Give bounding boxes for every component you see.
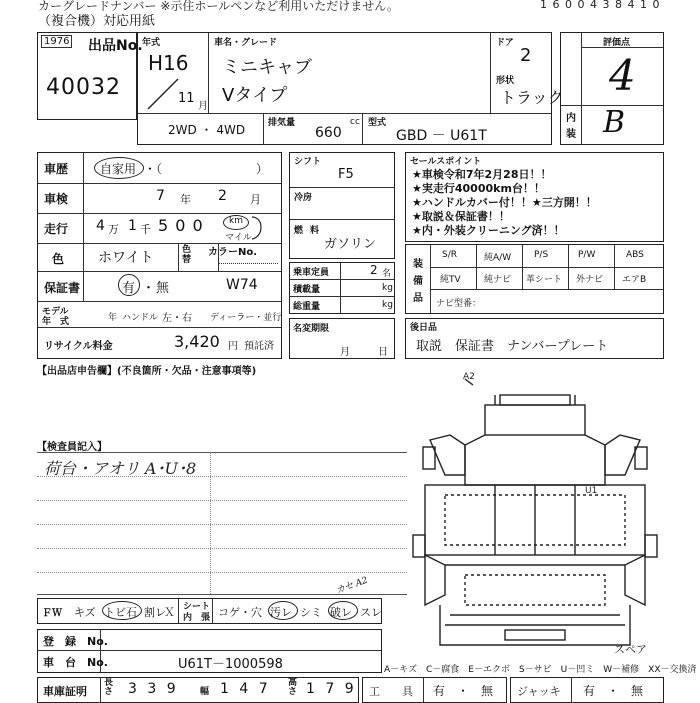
capacity-label-2: 総重量 xyxy=(293,302,321,312)
door-value: 2 xyxy=(520,45,532,66)
handle-value: 左・右 xyxy=(162,313,192,324)
interior-value: B xyxy=(603,105,626,140)
inspection-year: 7 xyxy=(156,188,165,204)
registration-box xyxy=(37,629,382,673)
color-code-label: カラーNo. xyxy=(208,247,258,258)
year-month: 11 xyxy=(178,91,195,106)
damage-legend: A－キズ C－腐食 E－エクボ S－サビ U－凹ミ W－補修 XX－交換済 xyxy=(384,665,697,675)
capacity-unit-1: kg xyxy=(382,283,393,293)
sales-point-0: ★車検令和7年2月28日！！ xyxy=(412,168,552,181)
history-paren-open: ・（ xyxy=(144,162,163,176)
width-value: 1 4 7 xyxy=(220,681,271,697)
color-change-label: 色替 xyxy=(182,245,192,265)
jack-value: 有 ・ 無 xyxy=(583,684,644,698)
inspection-year-unit: 年 xyxy=(180,193,191,206)
sales-point-4: ★内・外装クリーニング済！！ xyxy=(412,224,565,237)
lot-small-no: 1976 xyxy=(41,35,72,48)
diagram-top-mark: A2 xyxy=(463,372,475,382)
score-label: 評価点 xyxy=(603,38,631,48)
diagram-side-mark: U1 xyxy=(585,486,598,496)
cooling-label: 冷房 xyxy=(294,193,313,203)
damage-sheet2: 内 張 xyxy=(183,613,211,623)
mileage-label: 走行 xyxy=(44,222,69,236)
tools-value: 有 ・ 無 xyxy=(433,684,494,698)
year-month-unit: 月 xyxy=(198,101,208,112)
fuel-value: ガソリン xyxy=(324,237,377,252)
mileage-km: km xyxy=(229,216,243,226)
damage-koge: コゲ・穴 xyxy=(218,606,262,619)
length-value: 3 3 9 xyxy=(128,681,179,697)
height-label: 高さ xyxy=(288,678,298,697)
sales-box xyxy=(405,152,664,242)
damage-tobi: トビ石 xyxy=(104,606,137,619)
model-year-label-1: モデル xyxy=(42,307,69,317)
sales-point-3: ★取説＆保証書！！ xyxy=(412,210,510,223)
header-compat: （複合機）対応用紙 xyxy=(38,14,156,29)
equipment-r1-0: S/R xyxy=(442,250,457,260)
equipment-r1-3: P/W xyxy=(578,250,596,260)
damage-sheet: シート xyxy=(183,602,211,612)
warranty-none: 無 xyxy=(156,281,170,296)
displacement-label: 排気量 xyxy=(268,118,296,128)
later-items-value: 取説 保証書 ナンバープレート xyxy=(416,339,609,354)
deadline-label: 名変期限 xyxy=(293,324,330,334)
color-code: W74 xyxy=(226,277,258,293)
fuel-label-1: 燃 xyxy=(294,226,304,236)
shift-box xyxy=(289,152,395,259)
car-name-label: 車名・グレード xyxy=(214,38,278,48)
sales-point-1: ★実走行40000km台！！ xyxy=(412,182,545,195)
capacity-label-1: 積載量 xyxy=(293,285,321,295)
inspection-label: 車検 xyxy=(44,192,69,206)
vehicle-diagram xyxy=(405,365,665,655)
color-label: 色 xyxy=(52,252,65,266)
seller-notes-title: 【出品店申告欄】(不良箇所・欠品・注意事項等) xyxy=(37,366,257,377)
mileage-mile: マイル xyxy=(225,233,252,243)
equipment-navi-label: ナビ型番： xyxy=(436,299,482,309)
color-value: ホワイト xyxy=(98,250,154,266)
chassis-value: U61T－1000598 xyxy=(178,657,283,672)
score-value: 4 xyxy=(609,51,636,100)
equipment-r2-0: 純TV xyxy=(440,275,461,285)
warranty-sep: ・ xyxy=(142,281,156,296)
drive-type: 2WD ・ 4WD xyxy=(168,123,246,137)
equipment-r1-1: 純A/W xyxy=(484,253,512,263)
tools-label: 工 具 xyxy=(369,685,413,698)
recycle-label: リサイクル料金 xyxy=(44,341,113,352)
door-label: ドア xyxy=(496,38,514,48)
capacity-label-0: 乗車定員 xyxy=(293,268,330,278)
length-label: 長さ xyxy=(104,678,114,697)
dimensions-box xyxy=(37,677,359,703)
mileage-sen-unit: 千 xyxy=(140,223,151,236)
lot-box xyxy=(37,32,143,120)
year-label: 年式 xyxy=(142,38,161,48)
shape-label: 形状 xyxy=(496,76,515,86)
equipment-label-1: 装 xyxy=(413,259,423,270)
damage-sure: スレ xyxy=(360,606,382,619)
width-label: 幅 xyxy=(200,687,210,697)
later-items-box xyxy=(405,318,664,359)
sales-title: セールスポイント xyxy=(410,157,482,167)
inspection-month-unit: 月 xyxy=(250,193,261,206)
later-items-title: 後日品 xyxy=(410,323,438,333)
equipment-r2-4: エアB xyxy=(622,275,647,285)
car-grade: Vタイプ xyxy=(222,85,288,106)
header-instruction: カーグレードナンバー ※示住ホールペンなど利用いただけません。 xyxy=(38,0,399,13)
capacity-unit-2: kg xyxy=(382,300,393,310)
registration-label: 登 録 No. xyxy=(43,635,108,648)
equipment-r2-2: 革シート xyxy=(526,275,563,285)
equipment-label-3: 品 xyxy=(413,293,423,304)
recycle-status: 預託済 xyxy=(244,341,274,352)
displacement-unit: cc xyxy=(350,117,360,127)
shift-value: F5 xyxy=(338,167,354,182)
warranty-label: 保証書 xyxy=(44,281,81,295)
header-code: 1 6 0 0 4 3 8 4 1 0 xyxy=(540,0,661,11)
jack-box xyxy=(510,677,664,703)
inspection-month: 2 xyxy=(218,188,227,204)
capacity-value-0: 2 xyxy=(370,263,378,277)
mileage-bracket xyxy=(248,213,278,243)
dimensions-label: 車庫証明 xyxy=(43,685,87,698)
mileage-man-unit: 万 xyxy=(108,223,119,236)
year-value: H16 xyxy=(148,51,189,75)
chassis-label: 車 台 No. xyxy=(43,656,108,669)
inspector-title: 【検査員記入】 xyxy=(37,442,107,453)
displacement-value: 660 xyxy=(315,125,342,141)
damage-shimi: シミ xyxy=(300,606,322,619)
fuel-label-2: 料 xyxy=(310,226,320,236)
equipment-box xyxy=(405,244,664,314)
damage-x: Ｘ xyxy=(164,606,175,619)
mileage-rest: 5 0 0 xyxy=(158,216,204,235)
spec-table xyxy=(37,152,282,359)
equipment-r1-2: P/S xyxy=(534,250,549,260)
warranty-value: 有 xyxy=(122,281,136,296)
lot-number: 40032 xyxy=(46,75,121,100)
recycle-unit: 円 xyxy=(228,341,238,352)
damage-kizu: キズ xyxy=(74,606,96,619)
deadline-month: 月 xyxy=(340,347,350,358)
roof-mark: カセ A2 xyxy=(334,575,370,597)
damage-yabure: 破レ xyxy=(330,606,352,619)
shift-label: シフト xyxy=(294,157,322,167)
equipment-r1-4: ABS xyxy=(626,250,644,260)
model-year-label-2: 年 式 xyxy=(42,317,70,327)
dealer-value: ディーラー・並行 xyxy=(210,313,282,323)
equipment-label-2: 備 xyxy=(413,276,423,287)
deadline-box xyxy=(289,318,395,359)
spare-label: スペア xyxy=(614,643,647,656)
damage-yogore: 汚レ xyxy=(270,606,292,619)
shape-value: トラック xyxy=(500,88,564,107)
car-name: ミニキャブ xyxy=(222,57,312,78)
vehicle-box xyxy=(137,32,564,145)
jack-label: ジャッキ xyxy=(517,685,561,698)
grade-box xyxy=(560,32,664,145)
sales-point-2: ★ハンドルカバー付！！★三方開！！ xyxy=(412,196,597,209)
model-value: GBD － U61T xyxy=(396,128,487,144)
recycle-amount: 3,420 xyxy=(174,332,220,351)
height-value: 1 7 9 xyxy=(306,681,357,697)
equipment-r2-1: 純ナビ xyxy=(484,275,512,285)
mileage-man: 4 xyxy=(96,218,105,234)
history-label: 車歴 xyxy=(44,162,69,176)
model-year-unit: 年 xyxy=(108,313,118,323)
tools-box xyxy=(362,677,507,703)
interior-label-2: 装 xyxy=(566,129,576,140)
handle-label: ハンドル xyxy=(122,313,159,323)
damage-fw: ＦＷ xyxy=(42,608,62,619)
inspector-note: 荷台・アオリ A･U･8 xyxy=(44,459,197,478)
history-paren-close: ） xyxy=(256,162,269,176)
interior-label-1: 内 xyxy=(566,113,576,124)
damage-row xyxy=(37,598,382,624)
history-value: 自家用 xyxy=(100,162,137,176)
deadline-day: 日 xyxy=(378,347,388,358)
model-label: 型式 xyxy=(368,118,387,128)
equipment-r2-3: 外ナビ xyxy=(576,275,604,285)
damage-ware: 割レ xyxy=(144,606,166,619)
capacity-box xyxy=(289,262,395,314)
capacity-unit-0: 名 xyxy=(382,269,392,279)
mileage-sen: 1 xyxy=(128,218,137,234)
lot-label: 出品No. xyxy=(88,38,143,54)
